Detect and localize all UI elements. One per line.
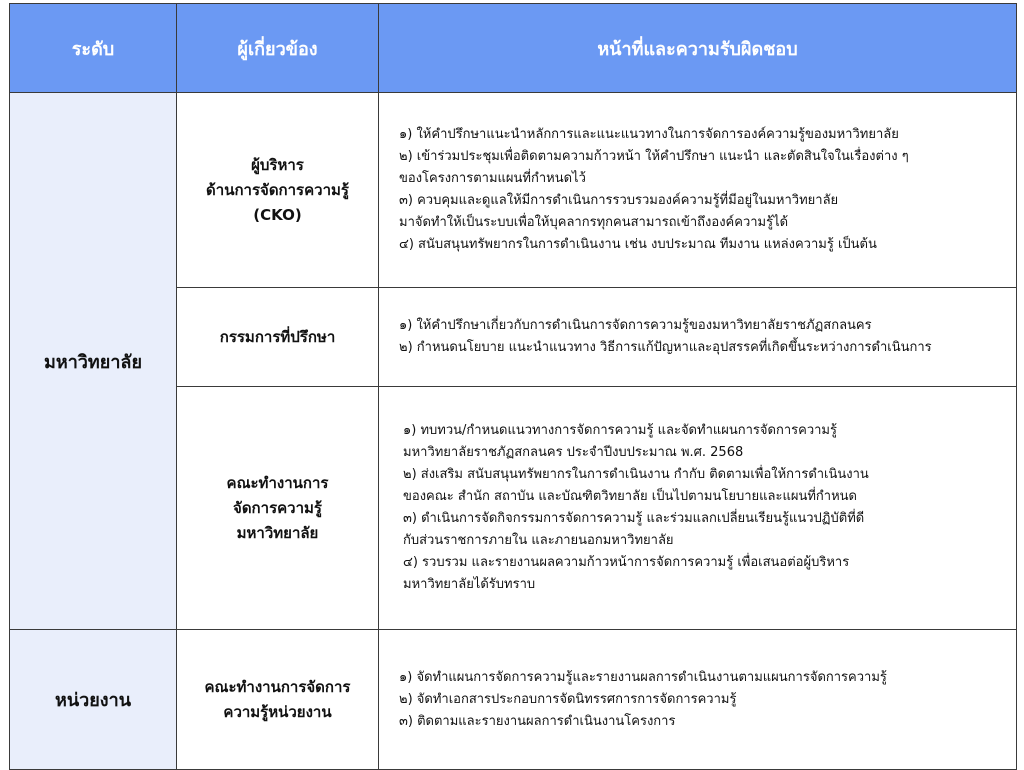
party-line: คณะทำงานการ [226, 473, 329, 492]
duty-list [379, 315, 1016, 359]
duties-unit-km-team [379, 630, 1017, 770]
duty-list [379, 420, 1016, 596]
duty-item: ๒) จัดทำเอกสารประกอบการจัดนิทรรศการการจัดการความรู้ [399, 691, 737, 707]
duty-item: ๓) ติดตามและรายงานผลการดำเนินงานโครงการ [399, 713, 676, 729]
roles-table [9, 3, 1017, 770]
party-cko [177, 93, 379, 288]
header-row [10, 4, 1017, 93]
party-line: จัดการความรู้ [233, 498, 322, 517]
header-stakeholder: ผู้เกี่ยวข้อง [177, 4, 379, 93]
duty-item: ๑) ให้คำปรึกษาเกี่ยวกับการดำเนินการจัดการความรู้ของมหาวิทยาลัยราชภัฏสกลนคร [399, 318, 872, 333]
header-duties: หน้าที่และความรับผิดชอบ [379, 4, 1017, 93]
party-line: ผู้บริหาร [251, 155, 304, 174]
table-row [10, 630, 1017, 770]
duty-item: ๒) ส่งเสริม สนับสนุนทรัพยากรในการดำเนินงาน กำกับ ติดตามเพื่อให้การดำเนินงาน ของคณะ สำนัก สถาบัน และบัณฑิตวิทยาลัย เป็นไปตามนโยบายและแผนที่กำหนด [403, 467, 869, 504]
party-line: ความรู้หน่วยงาน [223, 702, 332, 721]
table-row [10, 93, 1017, 288]
duty-item: ๒) กำหนดนโยบาย แนะนำแนวทาง วิธีการแก้ปัญหาและอุปสรรคที่เกิดขึ้นระหว่างการดำเนินการ [399, 340, 932, 355]
duty-item: ๔) สนับสนุนทรัพยากรในการดำเนินงาน เช่น งบประมาณ ทีมงาน แหล่งความรู้ เป็นต้น [399, 237, 877, 252]
duty-item: ๑) ให้คำปรึกษาแนะนำหลักการและแนะแนวทางในการจัดการองค์ความรู้ของมหาวิทยาลัย [399, 127, 899, 142]
duties-cko [379, 93, 1017, 288]
duty-item: ๑) จัดทำแผนการจัดการความรู้และรายงานผลการดำเนินงานตามแผนการจัดการความรู้ [399, 669, 887, 685]
level-university: มหาวิทยาลัย [10, 93, 177, 630]
duty-item: ๔) รวบรวม และรายงานผลความก้าวหน้าการจัดการความรู้ เพื่อเสนอต่อผู้บริหาร มหาวิทยาลัยได้รับทราบ [403, 555, 850, 592]
duty-item: ๒) เข้าร่วมประชุมเพื่อติดตามความก้าวหน้า ให้คำปรึกษา แนะนำ และตัดสินใจในเรื่องต่าง ๆ ของโครงการตามแผนที่กำหนดไว้ [399, 149, 909, 186]
party-line: (CKO) [253, 205, 302, 224]
duties-university-km-team [379, 387, 1017, 630]
duties-advisory-committee [379, 288, 1017, 387]
party-line: กรรมการที่ปรึกษา [219, 327, 336, 346]
party-unit-km-team [177, 630, 379, 770]
duty-item: ๓) ควบคุมและดูแลให้มีการดำเนินการรวบรวมองค์ความรู้ที่มีอยู่ในมหาวิทยาลัย มาจัดทำให้เป็นระบบเพื่อให้บุคลากรทุกคนสามารถเข้าถึงองค์ความรู้ได้ [399, 193, 839, 230]
duty-list [379, 667, 1016, 733]
duty-item: ๓) ดำเนินการจัดกิจกรรมการจัดการความรู้ และร่วมแลกเปลี่ยนเรียนรู้แนวปฏิบัติที่ดี กับส่วนราชการภายใน และภายนอกมหาวิทยาลัย [403, 511, 865, 548]
party-line: มหาวิทยาลัย [236, 523, 319, 542]
party-line: ด้านการจัดการความรู้ [206, 180, 349, 199]
level-unit: หน่วยงาน [10, 630, 177, 770]
party-advisory-committee [177, 288, 379, 387]
party-line: คณะทำงานการจัดการ [204, 677, 351, 696]
party-university-km-team [177, 387, 379, 630]
header-level: ระดับ [10, 4, 177, 93]
duty-item: ๑) ทบทวน/กำหนดแนวทางการจัดการความรู้ และจัดทำแผนการจัดการความรู้ มหาวิทยาลัยราชภัฏสกลนคร ประจำปีงบประมาณ พ.ศ. 2568 [403, 423, 837, 460]
duty-list [379, 124, 1016, 256]
